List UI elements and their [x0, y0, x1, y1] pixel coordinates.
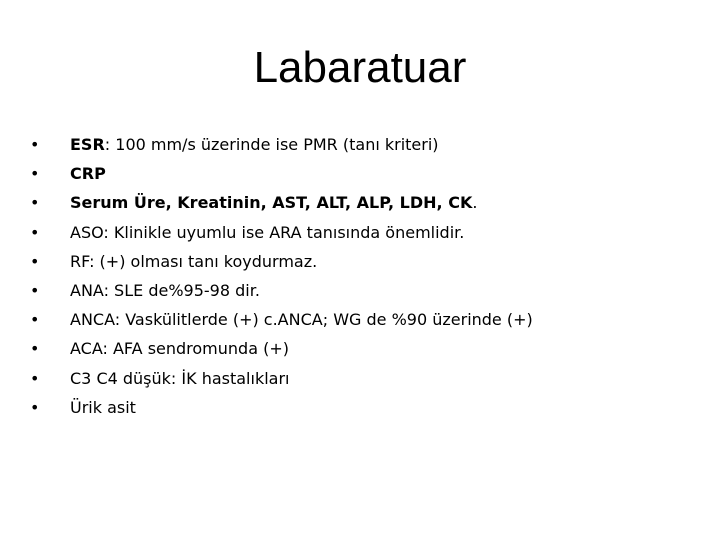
bullet-text: [70, 393, 136, 422]
bullet-item: [30, 276, 690, 305]
bullet-bold-text: CRP: [70, 164, 106, 184]
bullet-dot-icon: •: [30, 251, 40, 271]
slide-title: Labaratuar: [253, 43, 467, 92]
bullet-dot-icon: •: [30, 339, 40, 359]
bullet-bold-text: Serum Üre, Kreatinin, AST, ALT, ALP, LDH, CK: [70, 193, 473, 213]
bullet-rest-text: RF: (+) olması tanı koydurmaz.: [70, 251, 318, 271]
bullet-item: [30, 130, 690, 159]
bullet-text: [70, 218, 464, 247]
bullet-dot-icon: •: [30, 222, 40, 242]
bullet-text: [70, 276, 260, 305]
bullet-rest-text: Ürik asit: [70, 397, 136, 417]
bullet-text: [70, 364, 289, 393]
bullet-dot-icon: •: [30, 164, 40, 184]
bullet-text: [70, 305, 533, 334]
bullet-rest-text: ACA: AFA sendromunda (+): [70, 339, 289, 359]
bullet-bold-text: ESR: [70, 135, 105, 154]
bullet-text: [70, 159, 106, 188]
bullet-item: [30, 334, 690, 363]
bullet-dot-icon: •: [30, 397, 40, 417]
bullet-dot-icon: •: [30, 310, 40, 330]
bullet-text: [70, 188, 477, 217]
bullet-dot-icon: •: [30, 280, 40, 300]
bullet-item: [30, 218, 690, 247]
bullet-item: [30, 247, 690, 276]
bullet-item: [30, 159, 690, 188]
bullet-item: [30, 305, 690, 334]
bullet-list: [30, 130, 690, 422]
bullet-rest-text: .: [472, 193, 478, 213]
bullet-rest-text: ASO: Klinikle uyumlu ise ARA tanısında önemlidir.: [70, 222, 465, 242]
bullet-dot-icon: •: [30, 368, 40, 388]
bullet-text: [70, 247, 317, 276]
bullet-rest-text: : 100 mm/s üzerinde ise PMR (tanı kriteri): [104, 135, 439, 154]
bullet-item: [30, 188, 690, 217]
bullet-item: [30, 393, 690, 422]
bullet-text: [70, 130, 439, 159]
bullet-rest-text: ANCA: Vaskülitlerde (+) c.ANCA; WG de %90 üzerinde (+): [70, 310, 533, 330]
bullet-item: [30, 364, 690, 393]
bullet-dot-icon: •: [30, 135, 40, 154]
bullet-rest-text: ANA: SLE de%95-98 dir.: [70, 280, 260, 300]
bullet-dot-icon: •: [30, 193, 40, 213]
bullet-rest-text: C3 C4 düşük: İK hastalıkları: [70, 368, 290, 388]
bullet-text: [70, 334, 289, 363]
